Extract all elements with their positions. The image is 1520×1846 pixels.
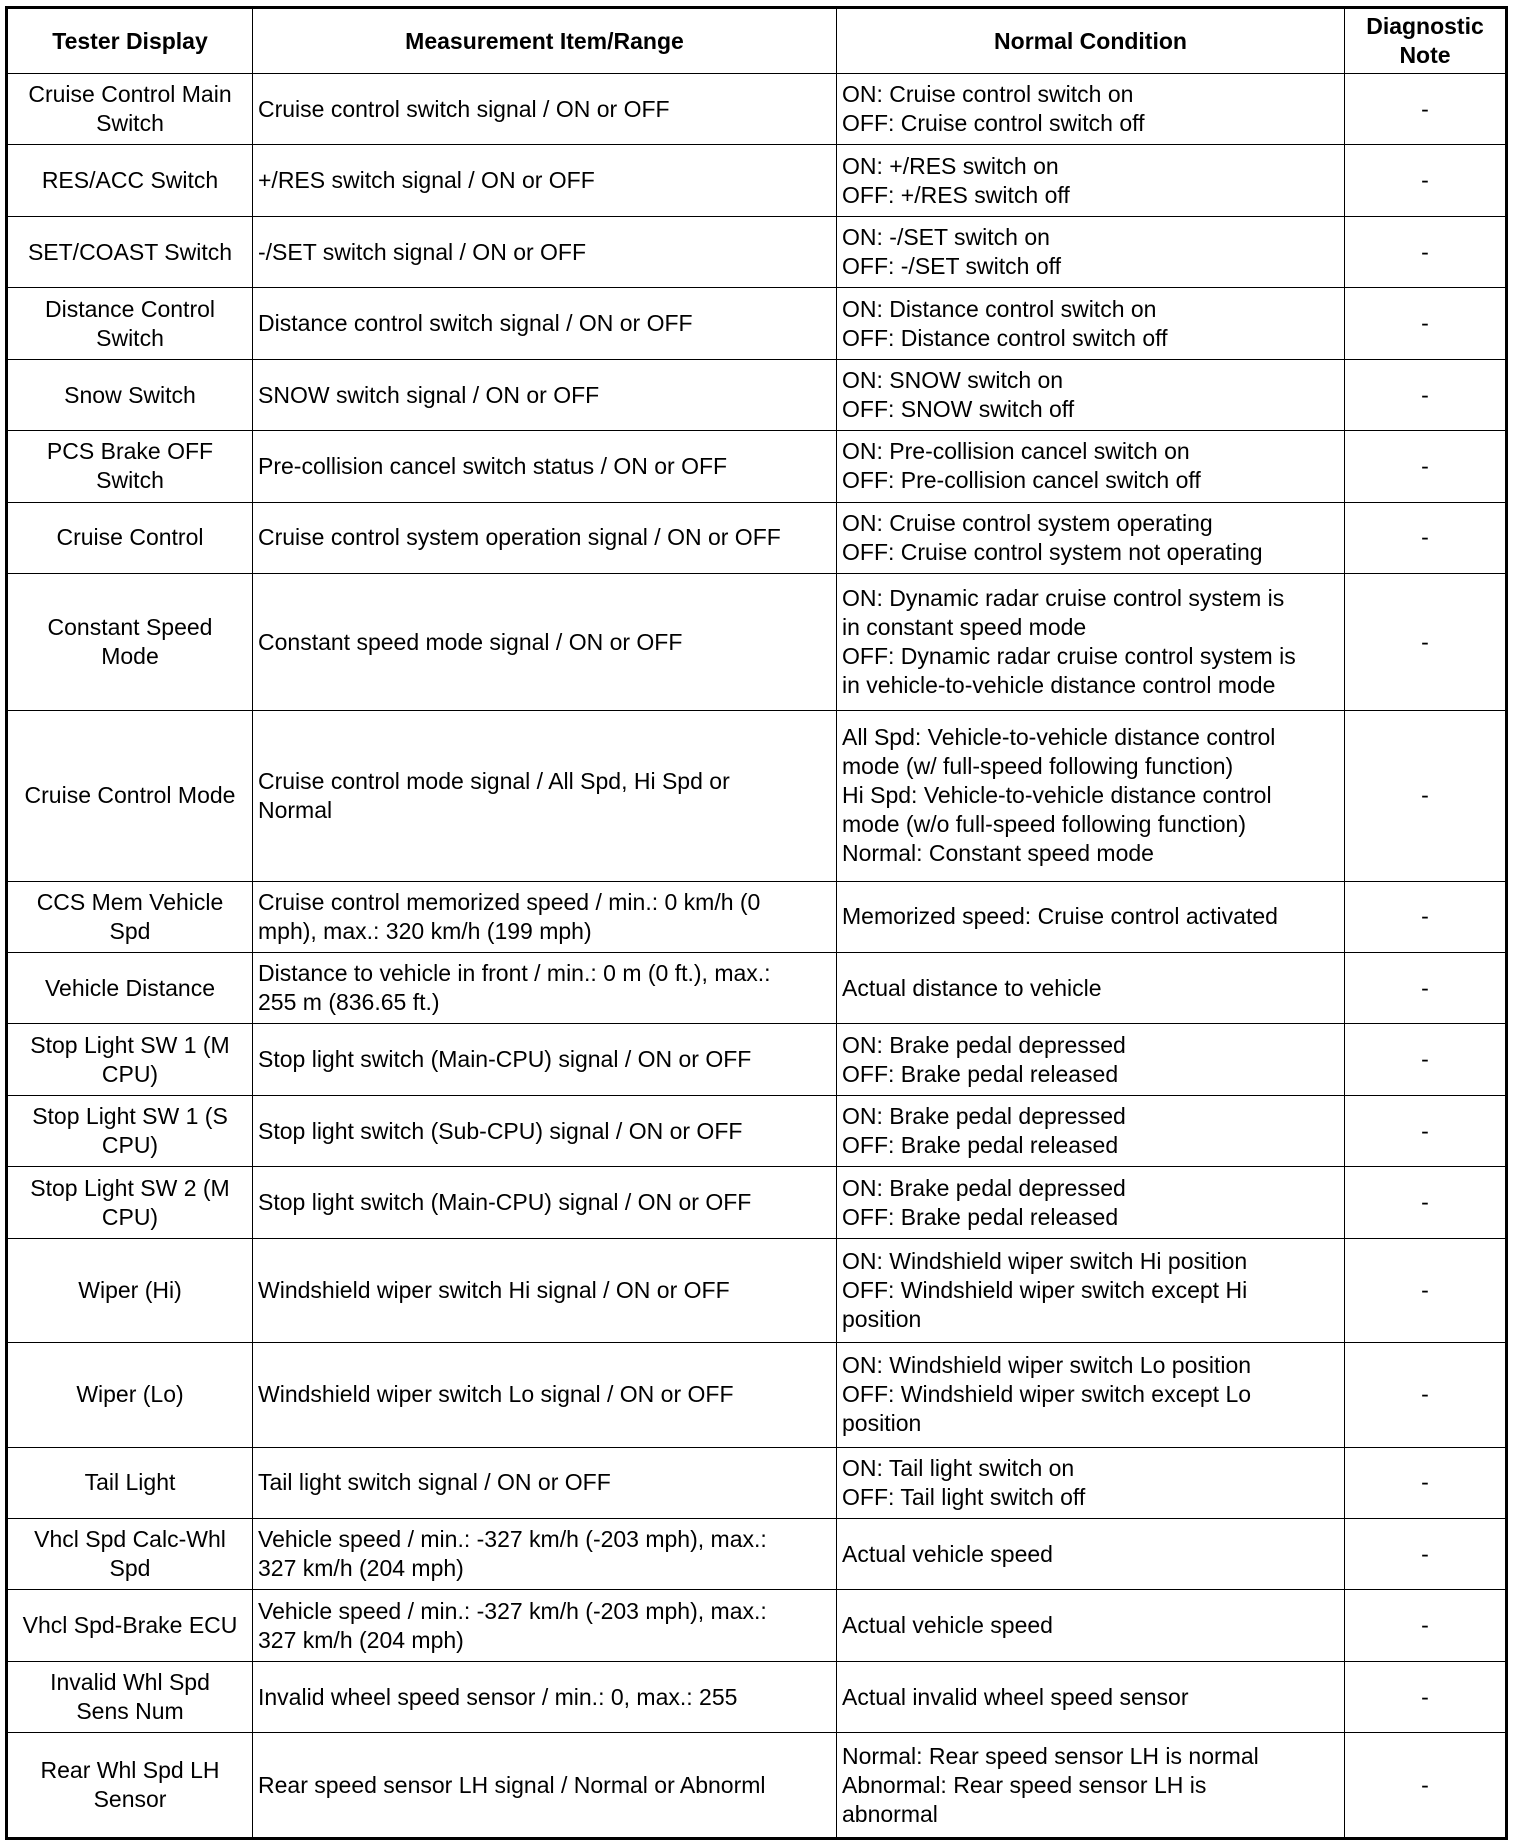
normal-condition-cell-line: OFF: -/SET switch off [842,253,1061,280]
tester-display-cell-line: Wiper (Hi) [78,1277,182,1303]
tester-display-cell [7,711,253,881]
measurement-item-cell-line: mph), max.: 320 km/h (199 mph) [258,917,592,944]
table-row [7,1590,1507,1661]
measurement-item-cell-line: Cruise control memorized speed / min.: 0 km/h (0 [258,888,761,915]
table-row [7,145,1507,216]
normal-condition-cell-line: ON: +/RES switch on [842,152,1059,179]
tester-display-cell [7,1167,253,1238]
table-row [7,359,1507,430]
measurement-item-cell-line: Vehicle speed / min.: -327 km/h (-203 mph), max.: [258,1597,767,1624]
normal-condition-cell [837,1447,1345,1518]
tester-display-cell-line: SET/COAST Switch [27,238,233,265]
normal-condition-cell [837,1518,1345,1589]
measurement-item-cell-line: Cruise control switch signal / ON or OFF [258,95,670,122]
normal-condition-cell-line: Normal: Rear speed sensor LH is normal [842,1742,1259,1769]
tester-display-cell [7,1733,253,1839]
table-row [7,216,1507,287]
normal-condition-cell-line: in constant speed mode [842,614,1087,641]
normal-condition-cell-line: mode (w/ full-speed following function) [842,753,1234,780]
tester-display-cell [7,359,253,430]
tester-display-cell [7,1343,253,1447]
tester-display-cell-line: Vehicle Distance [44,974,216,1001]
diagnostic-note-cell: - [1345,953,1507,1024]
measurement-item-cell [253,953,837,1024]
normal-condition-cell-line: in vehicle-to-vehicle distance control mode [842,672,1276,699]
table-header-row [7,8,1507,74]
measurement-item-cell [253,1447,837,1518]
tester-display-cell [7,74,253,145]
measurement-item-cell [253,431,837,502]
measurement-item-cell-line: Stop light switch (Sub-CPU) signal / ON or OFF [258,1117,743,1144]
tester-display-cell [7,1661,253,1732]
normal-condition-cell-line: Abnormal: Rear speed sensor LH is [842,1771,1207,1798]
tester-display-cell [7,216,253,287]
tester-display-cell [7,953,253,1024]
normal-condition-cell [837,1661,1345,1732]
tester-display-cell [7,574,253,711]
tester-display-cell-line: Stop Light SW 1 (M [30,1031,230,1058]
tester-display-cell [7,502,253,573]
tester-display-cell [7,145,253,216]
tester-display-cell-line: Switch [96,110,164,137]
normal-condition-cell-line: OFF: Windshield wiper switch except Hi [842,1277,1248,1303]
table-row [7,502,1507,573]
normal-condition-cell-line: ON: Brake pedal depressed [842,1031,1126,1058]
tester-display-cell-line: Stop Light SW 1 (S [32,1103,228,1130]
tester-display-cell-line: CPU) [101,1132,159,1159]
normal-condition-cell-line: Actual invalid wheel speed sensor [842,1683,1189,1710]
header-diagnostic-line2: Note [1399,42,1451,68]
measurement-item-cell [253,574,837,711]
tester-display-cell-line: PCS Brake OFF [46,438,214,465]
measurement-item-cell-line: Tail light switch signal / ON or OFF [258,1469,611,1496]
normal-condition-cell-line: OFF: Brake pedal released [842,1060,1119,1087]
diagnostic-note-cell: - [1345,1733,1507,1839]
tester-display-cell-line: Wiper (Lo) [76,1381,184,1408]
normal-condition-cell-line: OFF: Dynamic radar cruise control system is [842,643,1296,670]
table-row [7,1167,1507,1238]
measurement-item-cell-line: 327 km/h (204 mph) [258,1555,464,1582]
table-row [7,574,1507,711]
normal-condition-cell-line: ON: SNOW switch on [842,367,1064,394]
measurement-item-cell [253,1024,837,1095]
normal-condition-cell-line: ON: -/SET switch on [842,224,1050,251]
normal-condition-cell-line: OFF: SNOW switch off [842,396,1075,423]
measurement-item-cell-line: SNOW switch signal / ON or OFF [258,381,600,408]
normal-condition-cell [837,881,1345,952]
normal-condition-cell [837,145,1345,216]
tester-display-cell-line: Distance Control [44,295,216,322]
diagnostic-note-cell: - [1345,1167,1507,1238]
normal-condition-cell-line: ON: Brake pedal depressed [842,1103,1126,1130]
normal-condition-cell [837,431,1345,502]
tester-display-cell-line: Invalid Whl Spd [50,1669,210,1696]
table-row [7,431,1507,502]
diagnostic-note-cell: - [1345,881,1507,952]
normal-condition-cell-line: Actual distance to vehicle [842,974,1102,1001]
normal-condition-cell [837,574,1345,711]
diagnostic-note-cell: - [1345,502,1507,573]
diagnostic-note-cell: - [1345,711,1507,881]
measurement-item-cell [253,359,837,430]
tester-display-cell [7,1518,253,1589]
tester-display-cell-line: Snow Switch [64,381,196,408]
diagnostic-note-cell: - [1345,74,1507,145]
normal-condition-cell-line: OFF: Cruise control switch off [842,110,1145,137]
header-normal-condition: Normal Condition [837,8,1345,74]
tester-display-cell-line: Vhcl Spd Calc-Whl [34,1526,226,1553]
diagnostic-note-cell: - [1345,1590,1507,1661]
table-row [7,74,1507,145]
normal-condition-cell-line: ON: Pre-collision cancel switch on [842,438,1190,465]
normal-condition-cell-line: ON: Tail light switch on [842,1454,1075,1481]
diagnostic-note-cell: - [1345,1661,1507,1732]
header-tester-display: Tester Display [7,8,253,74]
normal-condition-cell-line: OFF: Brake pedal released [842,1132,1119,1159]
tester-display-cell-line: CPU) [101,1060,159,1087]
measurement-item-cell-line: -/SET switch signal / ON or OFF [258,238,587,265]
measurement-item-cell-line: Windshield wiper switch Hi signal / ON or OFF [258,1277,730,1303]
normal-condition-cell-line: OFF: +/RES switch off [842,181,1070,208]
tester-display-cell-line: Rear Whl Spd LH [40,1757,220,1784]
measurement-item-cell-line: Distance to vehicle in front / min.: 0 m (0 ft.), max.: [258,960,771,987]
tester-display-cell-line: Sens Num [76,1698,184,1725]
table-body [7,74,1507,1839]
measurement-item-cell [253,216,837,287]
normal-condition-cell-line: Actual vehicle speed [842,1540,1053,1567]
tester-display-cell-line: Cruise Control [56,524,204,551]
normal-condition-cell-line: OFF: Windshield wiper switch except Lo [842,1381,1252,1408]
diagnostic-note-cell: - [1345,359,1507,430]
table-row [7,1238,1507,1342]
table-row [7,881,1507,952]
diagnostic-note-cell: - [1345,1238,1507,1342]
normal-condition-cell-line: OFF: Tail light switch off [842,1483,1086,1510]
normal-condition-cell-line: Memorized speed: Cruise control activated [842,903,1278,930]
tester-display-cell-line: Vhcl Spd-Brake ECU [22,1612,238,1639]
measurement-item-cell-line: Rear speed sensor LH signal / Normal or Abnorml [258,1771,766,1798]
table-row [7,1661,1507,1732]
tester-display-cell-line: Stop Light SW 2 (M [30,1174,230,1201]
normal-condition-cell-line: Actual vehicle speed [842,1612,1053,1639]
normal-condition-cell-line: OFF: Brake pedal released [842,1203,1119,1230]
measurement-item-cell [253,1518,837,1589]
measurement-item-cell [253,1343,837,1447]
measurement-item-cell [253,1238,837,1342]
tester-display-cell-line: Cruise Control Main [28,81,232,108]
tester-display-cell-line: Constant Speed [47,614,213,641]
measurement-item-cell-line: 255 m (836.65 ft.) [258,989,440,1016]
measurement-item-cell-line: Vehicle speed / min.: -327 km/h (-203 mph), max.: [258,1526,767,1553]
normal-condition-cell [837,288,1345,359]
diagnostic-note-cell: - [1345,216,1507,287]
normal-condition-cell [837,1590,1345,1661]
normal-condition-cell-line: All Spd: Vehicle-to-vehicle distance control [842,724,1276,751]
normal-condition-cell [837,359,1345,430]
diagnostic-note-cell: - [1345,1447,1507,1518]
normal-condition-cell [837,1343,1345,1447]
tester-display-cell-line: Tail Light [84,1469,176,1496]
header-diagnostic-line1: Diagnostic [1366,13,1484,39]
table-row [7,953,1507,1024]
normal-condition-cell-line: position [842,1306,922,1332]
tester-display-cell [7,288,253,359]
measurement-item-cell-line: Cruise control mode signal / All Spd, Hi Spd or [258,767,730,794]
header-diagnostic-note [1345,8,1507,74]
table-row [7,1447,1507,1518]
normal-condition-cell-line: OFF: Pre-collision cancel switch off [842,467,1201,494]
normal-condition-cell [837,502,1345,573]
table-row [7,288,1507,359]
table-row [7,1095,1507,1166]
measurement-item-cell [253,881,837,952]
tester-display-cell-line: Spd [109,917,151,944]
normal-condition-cell [837,1167,1345,1238]
measurement-item-cell-line: Stop light switch (Main-CPU) signal / ON or OFF [258,1189,752,1216]
diagnostic-note-cell: - [1345,1343,1507,1447]
tester-display-cell [7,1024,253,1095]
tester-display-cell-line: Mode [101,643,159,670]
normal-condition-cell-line: ON: Distance control switch on [842,295,1157,322]
measurement-item-cell-line: Windshield wiper switch Lo signal / ON or OFF [258,1381,734,1408]
diagnostic-note-cell: - [1345,288,1507,359]
diagnostic-note-cell: - [1345,1024,1507,1095]
tester-display-cell [7,1590,253,1661]
normal-condition-cell [837,711,1345,881]
table-row [7,1733,1507,1839]
normal-condition-cell [837,1095,1345,1166]
table-row [7,711,1507,881]
tester-display-cell-line: CPU) [101,1203,159,1230]
normal-condition-cell-line: Hi Spd: Vehicle-to-vehicle distance control [842,782,1272,809]
table-row [7,1343,1507,1447]
measurement-item-cell-line: Distance control switch signal / ON or OFF [258,310,693,337]
measurement-item-cell [253,74,837,145]
normal-condition-cell-line: Normal: Constant speed mode [842,840,1154,867]
tester-display-cell-line: RES/ACC Switch [41,167,219,194]
normal-condition-cell-line: ON: Brake pedal depressed [842,1174,1126,1201]
normal-condition-cell-line: ON: Windshield wiper switch Hi position [842,1248,1248,1274]
measurement-item-cell [253,1167,837,1238]
measurement-item-cell [253,145,837,216]
diagnostic-note-cell: - [1345,431,1507,502]
measurement-item-cell [253,1095,837,1166]
tester-display-cell [7,1095,253,1166]
measurement-item-cell-line: 327 km/h (204 mph) [258,1626,464,1653]
diagnostic-note-cell: - [1345,145,1507,216]
measurement-item-cell-line: Cruise control system operation signal / ON or OFF [258,524,781,551]
measurement-item-cell-line: Stop light switch (Main-CPU) signal / ON or OFF [258,1046,752,1073]
normal-condition-cell-line: ON: Cruise control system operating [842,509,1213,536]
measurement-item-cell [253,288,837,359]
normal-condition-cell-line: ON: Dynamic radar cruise control system is [842,585,1285,612]
normal-condition-cell [837,74,1345,145]
measurement-item-cell-line: Normal [258,796,333,823]
table-row [7,1024,1507,1095]
tester-display-cell [7,1238,253,1342]
tester-display-cell-line: Sensor [93,1786,167,1813]
normal-condition-cell-line: abnormal [842,1800,938,1827]
normal-condition-cell [837,1238,1345,1342]
normal-condition-cell [837,1024,1345,1095]
normal-condition-cell-line: position [842,1410,922,1437]
diagnostic-note-cell: - [1345,574,1507,711]
measurement-item-cell-line: Invalid wheel speed sensor / min.: 0, max.: 255 [258,1683,738,1710]
measurement-item-cell [253,1661,837,1732]
tester-display-cell-line: Cruise Control Mode [24,782,236,809]
table-row [7,1518,1507,1589]
measurement-item-cell-line: Pre-collision cancel switch status / ON or OFF [258,452,728,479]
normal-condition-cell [837,1733,1345,1839]
tester-display-cell [7,1447,253,1518]
normal-condition-cell [837,953,1345,1024]
tester-display-cell-line: CCS Mem Vehicle [36,888,224,915]
normal-condition-cell-line: OFF: Distance control switch off [842,324,1168,351]
measurement-item-cell [253,711,837,881]
normal-condition-cell-line: mode (w/o full-speed following function) [842,811,1246,838]
measurement-item-cell [253,502,837,573]
tester-display-cell-line: Spd [109,1555,151,1582]
tester-display-cell-line: Switch [96,324,164,351]
normal-condition-cell [837,216,1345,287]
tester-display-cell [7,431,253,502]
tester-display-cell [7,881,253,952]
diagnostic-note-cell: - [1345,1518,1507,1589]
normal-condition-cell-line: OFF: Cruise control system not operating [842,538,1263,565]
normal-condition-cell-line: ON: Cruise control switch on [842,81,1134,108]
normal-condition-cell-line: ON: Windshield wiper switch Lo position [842,1352,1252,1379]
measurement-item-cell [253,1590,837,1661]
measurement-item-cell-line: +/RES switch signal / ON or OFF [258,167,595,194]
tester-display-cell-line: Switch [96,467,164,494]
measurement-item-cell [253,1733,837,1839]
header-measurement-item: Measurement Item/Range [253,8,837,74]
diagnostic-note-cell: - [1345,1095,1507,1166]
data-list-table [5,6,1508,1840]
measurement-item-cell-line: Constant speed mode signal / ON or OFF [258,628,683,655]
